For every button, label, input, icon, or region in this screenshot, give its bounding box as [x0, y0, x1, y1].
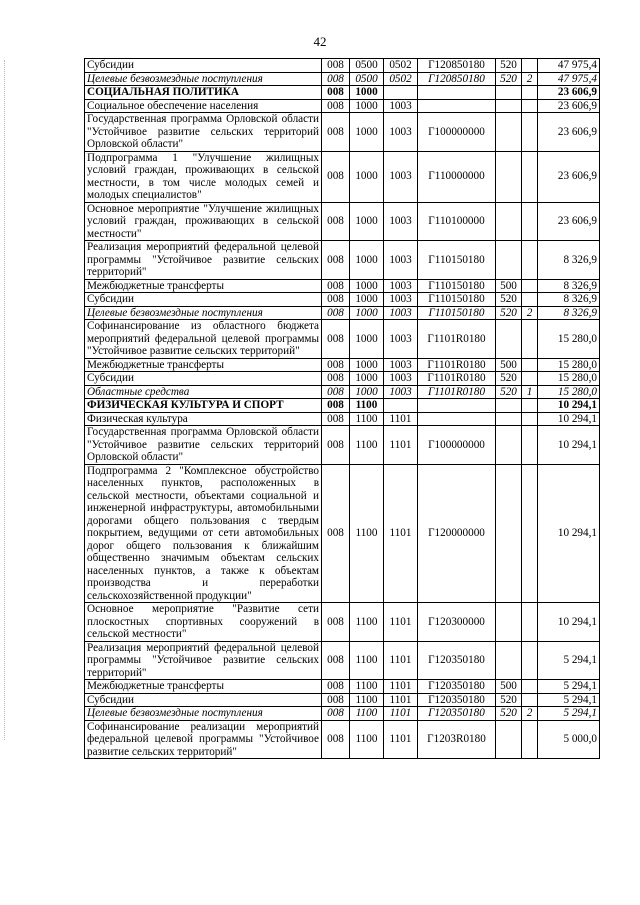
row-funding-source [522, 99, 538, 113]
row-target-article: Г120000000 [418, 464, 496, 603]
row-target-article: Г1101R0180 [418, 358, 496, 372]
table-row [85, 59, 600, 73]
row-amount: 15 280,0 [538, 372, 600, 386]
row-target-article: Г110150180 [418, 306, 496, 320]
table-row [85, 86, 600, 100]
row-expense-type [496, 426, 522, 465]
row-expense-type: 520 [496, 306, 522, 320]
budget-table [84, 58, 600, 759]
row-amount: 10 294,1 [538, 399, 600, 413]
row-funding-source [522, 399, 538, 413]
row-name: Реализация мероприятий федеральной целевой программы "Устойчивое развитие сельских территорий" [85, 241, 322, 280]
row-section-code: 1100 [350, 426, 384, 465]
row-amount: 5 294,1 [538, 693, 600, 707]
table-row [85, 464, 600, 603]
row-target-article: Г100000000 [418, 113, 496, 152]
row-target-article: Г110000000 [418, 151, 496, 202]
row-subsection-code: 1003 [384, 306, 418, 320]
row-expense-type [496, 641, 522, 680]
row-name: Субсидии [85, 372, 322, 386]
row-name: Государственная программа Орловской области "Устойчивое развитие сельских территорий Орловской области" [85, 426, 322, 465]
table-row [85, 293, 600, 307]
row-section-code: 1100 [350, 412, 384, 426]
row-name: СОЦИАЛЬНАЯ ПОЛИТИКА [85, 86, 322, 100]
row-amount: 8 326,9 [538, 306, 600, 320]
row-gr-code: 008 [322, 293, 350, 307]
table-row [85, 241, 600, 280]
row-amount: 15 280,0 [538, 320, 600, 359]
margin-line [4, 60, 6, 740]
row-amount: 15 280,0 [538, 385, 600, 399]
row-funding-source: 2 [522, 707, 538, 721]
row-funding-source [522, 151, 538, 202]
row-subsection-code: 1101 [384, 426, 418, 465]
row-name: Физическая культура [85, 412, 322, 426]
row-section-code: 1000 [350, 113, 384, 152]
row-section-code: 0500 [350, 59, 384, 73]
row-target-article: Г120350180 [418, 693, 496, 707]
row-gr-code: 008 [322, 202, 350, 241]
row-gr-code: 008 [322, 464, 350, 603]
table-row [85, 202, 600, 241]
row-expense-type: 500 [496, 279, 522, 293]
row-expense-type: 500 [496, 680, 522, 694]
row-subsection-code: 0502 [384, 72, 418, 86]
row-funding-source [522, 426, 538, 465]
row-funding-source [522, 293, 538, 307]
row-expense-type: 520 [496, 293, 522, 307]
row-name: Софинансирование из областного бюджета мероприятий федеральной целевой программы "Устойчивое развитие сельских территорий" [85, 320, 322, 359]
row-funding-source [522, 372, 538, 386]
table-row [85, 412, 600, 426]
row-name: Субсидии [85, 59, 322, 73]
row-funding-source [522, 641, 538, 680]
row-subsection-code: 1101 [384, 464, 418, 603]
row-subsection-code: 1003 [384, 99, 418, 113]
row-name: Социальное обеспечение населения [85, 99, 322, 113]
budget-table-body [85, 59, 600, 759]
row-subsection-code: 1101 [384, 603, 418, 642]
row-section-code: 0500 [350, 72, 384, 86]
row-expense-type [496, 113, 522, 152]
row-funding-source [522, 241, 538, 280]
row-subsection-code: 0502 [384, 59, 418, 73]
row-gr-code: 008 [322, 113, 350, 152]
row-funding-source: 2 [522, 306, 538, 320]
row-expense-type: 520 [496, 385, 522, 399]
row-name: Подпрограмма 1 "Улучшение жилищных условий граждан, проживающих в сельской местности, в том числе молодых семей и молодых специалистов" [85, 151, 322, 202]
row-gr-code: 008 [322, 151, 350, 202]
row-target-article [418, 412, 496, 426]
table-row [85, 426, 600, 465]
row-subsection-code: 1003 [384, 241, 418, 280]
row-gr-code: 008 [322, 412, 350, 426]
table-row [85, 720, 600, 759]
row-subsection-code: 1101 [384, 707, 418, 721]
row-subsection-code: 1003 [384, 151, 418, 202]
row-gr-code: 008 [322, 72, 350, 86]
table-row [85, 399, 600, 413]
row-target-article: Г1101R0180 [418, 320, 496, 359]
row-name: Межбюджетные трансферты [85, 279, 322, 293]
row-section-code: 1000 [350, 151, 384, 202]
row-funding-source [522, 680, 538, 694]
row-name: Подпрограмма 2 "Комплексное обустройство населенных пунктов, расположенных в сельской местности, объектами социальной и инженерной инфраструктуры, автомобильными дорогами общего пользования с твердым покрытием, ведущими от сети автомобильных дорог общего пользования к ближайшим общественно значимым объектам сельских населенных пунктов, а также к объектам производства и переработки сельскохозяйственной продукции" [85, 464, 322, 603]
row-target-article [418, 99, 496, 113]
row-expense-type [496, 241, 522, 280]
row-name: ФИЗИЧЕСКАЯ КУЛЬТУРА И СПОРТ [85, 399, 322, 413]
row-amount: 10 294,1 [538, 464, 600, 603]
row-target-article: Г120850180 [418, 59, 496, 73]
row-subsection-code: 1003 [384, 202, 418, 241]
row-amount: 8 326,9 [538, 241, 600, 280]
table-row [85, 707, 600, 721]
row-gr-code: 008 [322, 99, 350, 113]
row-name: Софинансирование реализации мероприятий федеральной целевой программы "Устойчивое развитие сельских территорий" [85, 720, 322, 759]
row-name: Субсидии [85, 693, 322, 707]
row-amount: 5 294,1 [538, 707, 600, 721]
row-name: Межбюджетные трансферты [85, 358, 322, 372]
row-gr-code: 008 [322, 641, 350, 680]
row-amount: 23 606,9 [538, 99, 600, 113]
row-section-code: 1000 [350, 279, 384, 293]
row-gr-code: 008 [322, 59, 350, 73]
table-row [85, 320, 600, 359]
row-gr-code: 008 [322, 241, 350, 280]
row-amount: 47 975,4 [538, 59, 600, 73]
row-target-article: Г100000000 [418, 426, 496, 465]
table-row [85, 385, 600, 399]
row-gr-code: 008 [322, 372, 350, 386]
row-section-code: 1100 [350, 720, 384, 759]
row-name: Государственная программа Орловской области "Устойчивое развитие сельских территорий Орловской области" [85, 113, 322, 152]
row-amount: 23 606,9 [538, 86, 600, 100]
row-target-article: Г110100000 [418, 202, 496, 241]
row-funding-source [522, 412, 538, 426]
row-name: Реализация мероприятий федеральной целевой программы "Устойчивое развитие сельских территорий" [85, 641, 322, 680]
page-number: 42 [313, 34, 327, 49]
row-expense-type [496, 99, 522, 113]
row-section-code: 1100 [350, 707, 384, 721]
row-section-code: 1000 [350, 306, 384, 320]
row-expense-type [496, 151, 522, 202]
row-funding-source [522, 464, 538, 603]
table-row [85, 151, 600, 202]
row-subsection-code: 1101 [384, 720, 418, 759]
row-expense-type: 500 [496, 358, 522, 372]
row-amount: 5 000,0 [538, 720, 600, 759]
row-expense-type [496, 720, 522, 759]
row-target-article: Г120300000 [418, 603, 496, 642]
row-target-article: Г120350180 [418, 680, 496, 694]
row-subsection-code: 1101 [384, 412, 418, 426]
table-row [85, 680, 600, 694]
row-expense-type [496, 464, 522, 603]
row-gr-code: 008 [322, 320, 350, 359]
row-expense-type: 520 [496, 693, 522, 707]
row-amount: 5 294,1 [538, 641, 600, 680]
row-gr-code: 008 [322, 358, 350, 372]
row-section-code: 1100 [350, 680, 384, 694]
row-subsection-code: 1003 [384, 320, 418, 359]
row-target-article: Г1101R0180 [418, 372, 496, 386]
row-funding-source [522, 693, 538, 707]
row-amount: 10 294,1 [538, 426, 600, 465]
row-amount: 8 326,9 [538, 279, 600, 293]
row-section-code: 1000 [350, 99, 384, 113]
row-target-article: Г110150180 [418, 241, 496, 280]
row-section-code: 1100 [350, 603, 384, 642]
row-amount: 23 606,9 [538, 113, 600, 152]
table-row [85, 693, 600, 707]
row-name: Целевые безвозмездные поступления [85, 72, 322, 86]
row-subsection-code: 1003 [384, 385, 418, 399]
row-expense-type [496, 320, 522, 359]
row-amount: 5 294,1 [538, 680, 600, 694]
row-amount: 47 975,4 [538, 72, 600, 86]
row-target-article: Г120350180 [418, 707, 496, 721]
row-funding-source [522, 202, 538, 241]
row-section-code: 1000 [350, 358, 384, 372]
row-target-article: Г1203R0180 [418, 720, 496, 759]
row-funding-source [522, 720, 538, 759]
row-funding-source [522, 113, 538, 152]
row-subsection-code: 1003 [384, 293, 418, 307]
row-amount: 10 294,1 [538, 603, 600, 642]
table-row [85, 113, 600, 152]
row-section-code: 1100 [350, 693, 384, 707]
row-expense-type [496, 603, 522, 642]
row-target-article: Г120350180 [418, 641, 496, 680]
row-expense-type [496, 86, 522, 100]
row-subsection-code [384, 399, 418, 413]
row-funding-source [522, 320, 538, 359]
row-section-code: 1000 [350, 372, 384, 386]
row-section-code: 1000 [350, 241, 384, 280]
row-name: Областные средства [85, 385, 322, 399]
table-row [85, 99, 600, 113]
row-gr-code: 008 [322, 279, 350, 293]
row-target-article [418, 86, 496, 100]
table-row [85, 306, 600, 320]
row-gr-code: 008 [322, 603, 350, 642]
row-subsection-code: 1003 [384, 113, 418, 152]
table-row [85, 372, 600, 386]
row-expense-type: 520 [496, 72, 522, 86]
row-amount: 15 280,0 [538, 358, 600, 372]
row-expense-type [496, 399, 522, 413]
row-gr-code: 008 [322, 426, 350, 465]
row-gr-code: 008 [322, 306, 350, 320]
row-name: Основное мероприятие "Развитие сети плоскостных спортивных сооружений в сельской местности" [85, 603, 322, 642]
row-expense-type: 520 [496, 707, 522, 721]
row-funding-source [522, 279, 538, 293]
row-gr-code: 008 [322, 680, 350, 694]
row-name: Целевые безвозмездные поступления [85, 306, 322, 320]
row-section-code: 1000 [350, 86, 384, 100]
row-funding-source: 1 [522, 385, 538, 399]
row-amount: 23 606,9 [538, 151, 600, 202]
row-name: Межбюджетные трансферты [85, 680, 322, 694]
row-expense-type [496, 412, 522, 426]
row-section-code: 1000 [350, 320, 384, 359]
row-target-article [418, 399, 496, 413]
row-gr-code: 008 [322, 86, 350, 100]
row-funding-source [522, 86, 538, 100]
row-amount: 8 326,9 [538, 293, 600, 307]
row-expense-type [496, 202, 522, 241]
row-funding-source: 2 [522, 72, 538, 86]
row-target-article: Г120850180 [418, 72, 496, 86]
row-section-code: 1000 [350, 385, 384, 399]
table-row [85, 603, 600, 642]
table-row [85, 358, 600, 372]
row-section-code: 1000 [350, 293, 384, 307]
row-subsection-code: 1101 [384, 680, 418, 694]
row-funding-source [522, 358, 538, 372]
row-subsection-code: 1101 [384, 641, 418, 680]
row-expense-type: 520 [496, 59, 522, 73]
row-target-article: Г110150180 [418, 279, 496, 293]
row-name: Субсидии [85, 293, 322, 307]
row-amount: 23 606,9 [538, 202, 600, 241]
row-subsection-code: 1003 [384, 372, 418, 386]
row-target-article: Г110150180 [418, 293, 496, 307]
row-gr-code: 008 [322, 693, 350, 707]
row-subsection-code [384, 86, 418, 100]
row-funding-source [522, 59, 538, 73]
row-subsection-code: 1003 [384, 358, 418, 372]
row-name: Целевые безвозмездные поступления [85, 707, 322, 721]
row-subsection-code: 1003 [384, 279, 418, 293]
table-row [85, 641, 600, 680]
row-subsection-code: 1101 [384, 693, 418, 707]
table-row [85, 279, 600, 293]
row-section-code: 1100 [350, 399, 384, 413]
row-section-code: 1100 [350, 464, 384, 603]
row-gr-code: 008 [322, 399, 350, 413]
row-gr-code: 008 [322, 720, 350, 759]
row-section-code: 1100 [350, 641, 384, 680]
row-section-code: 1000 [350, 202, 384, 241]
row-expense-type: 520 [496, 372, 522, 386]
row-amount: 10 294,1 [538, 412, 600, 426]
row-target-article: Г1101R0180 [418, 385, 496, 399]
table-row [85, 72, 600, 86]
row-gr-code: 008 [322, 707, 350, 721]
row-funding-source [522, 603, 538, 642]
row-name: Основное мероприятие "Улучшение жилищных условий граждан, проживающих в сельской местности" [85, 202, 322, 241]
row-gr-code: 008 [322, 385, 350, 399]
